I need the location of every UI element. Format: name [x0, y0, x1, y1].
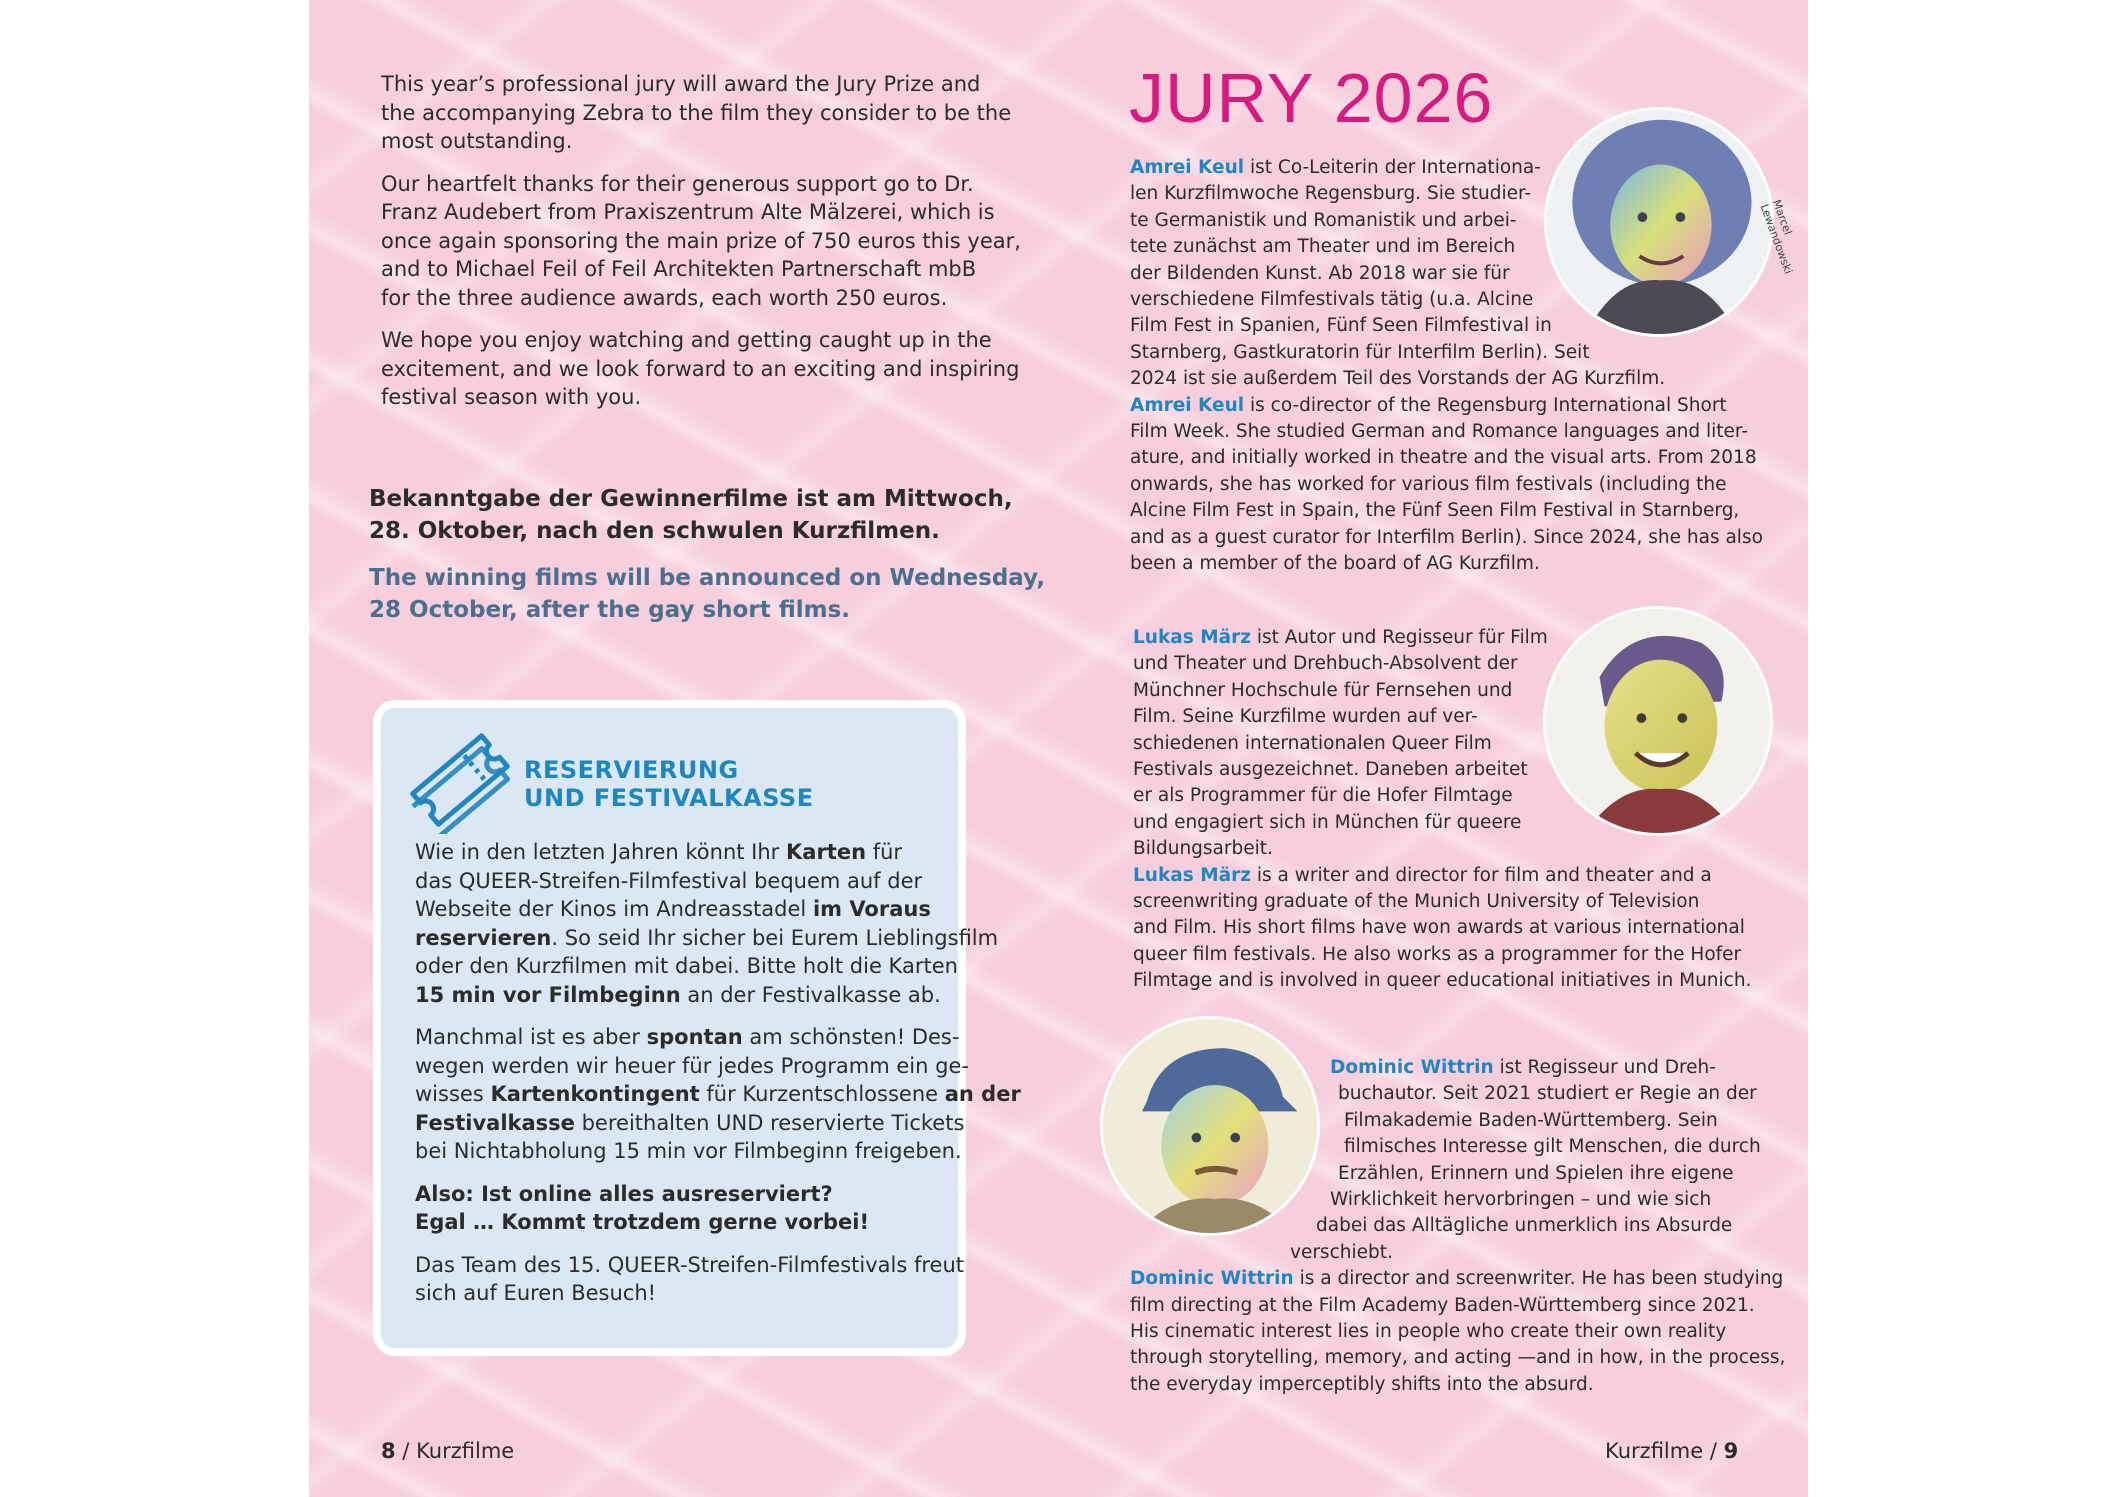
juror-name: Lukas März — [1133, 864, 1251, 886]
ticket-icon — [401, 726, 519, 834]
box-body — [415, 838, 1021, 1322]
reservation-info-box — [373, 700, 1021, 1356]
photo-credit: Marcel Lewandowski — [1757, 198, 1795, 276]
juror-bio-amrei-keul: Amrei Keul ist Co-Leiterin der Internationa- len Kurzfilmwoche Regensburg. Sie studier- te Germanistik und Romanistik und arbei- tete zunächst am Theater und im Bereich der Bildenden Kunst. Ab 2018 war sie für verschiedene Filmfestivals tätig (u.a. Alcine Film Fest in Spanien, Fünf Seen Filmfestival in Starnberg, Gastkuratorin für Interfilm Berlin). Seit 2024 ist sie außerdem Teil des Vorstands der AG Kurzfilm. Amrei Keul is co-director of the Regensburg International Short Film Week. She studied German and Romance languages and liter- ature, and initially worked in theatre and the visual arts. From 2018 onwards, she has worked for various film festivals (including the Alcine Film Fest in Spain, the Fünf Seen Film Festival in Starnberg, and as a guest curator for Interfilm Berlin). Since 2024, she has also been a member of the board of AG Kurzfilm. — [1130, 157, 1763, 575]
intro-text — [381, 70, 1021, 426]
box-title: RESERVIERUNG UND FESTIVALKASSE — [524, 756, 814, 812]
box-paragraph-3: Also: Ist online alles ausreserviert? Egal … Kommt trotzdem gerne vorbei! — [415, 1181, 870, 1234]
announcement-german: Bekanntgabe der Gewinnerfilme ist am Mittwoch, 28. Oktober, nach den schwulen Kurzfilmen. — [369, 486, 1013, 544]
page-title: JURY 2026 — [1129, 59, 1494, 137]
announcement-english: The winning films will be announced on Wednesday, 28 October, after the gay short films. — [369, 565, 1046, 623]
juror-name: Amrei Keul — [1130, 157, 1245, 178]
intro-paragraph-3: We hope you enjoy watching and getting caught up in the excitement, and we look forward to an exciting and inspiring festival season with you. — [381, 328, 1020, 409]
juror-name: Dominic Wittrin — [1330, 1057, 1494, 1078]
juror-bio-lukas-maerz: Lukas März ist Autor und Regisseur für Film und Theater und Drehbuch-Absolvent der Münchner Hochschule für Fernsehen und Film. Seine Kurzfilme wurden auf ver- schiedenen internationalen Queer Film Festivals ausgezeichnet. Daneben arbeitet er als Programmer für die Hofer Filmtage und engagiert sich in München für queere Bildungsarbeit. Lukas März is a writer and director for film and theater and a screenwriting graduate of the Munich University of Television and Film. His short films have won awards at various international queer film festivals. He also works as a programmer for the Hofer Filmtage and is involved in queer educational initiatives in Munich. — [1133, 627, 1752, 992]
intro-paragraph-1: This year’s professional jury will award the Jury Prize and the accompanying Zebra to the film they consider to be the most outstanding. — [381, 72, 1012, 153]
juror-bio-dominic-wittrin: Dominic Wittrin ist Regisseur und Dreh- buchautor. Seit 2021 studiert er Regie an der Filmakademie Baden-Württemberg. Sein filmisches Interesse gilt Menschen, die durch Erzählen, Erinnern und Spielen ihre eigene Wirklichkeit hervorbringen – und wie sich dabei das Alltägliche unmerklich ins Absurde verschiebt. Dominic Wittrin is a director and screenwriter. He has been studying film directing at the Film Academy Baden-Württemberg since 2021. His cinematic interest lies in people who create their own reality through storytelling, memory, and acting —and in how, in the process, the everyday imperceptibly shifts into the absurd. — [1130, 1057, 1786, 1395]
juror-name: Lukas März — [1133, 627, 1251, 648]
page-number-right: Kurzfilme / 9 — [1605, 1439, 1739, 1463]
booklet-spread — [309, 0, 1808, 1497]
juror-name: Dominic Wittrin — [1130, 1268, 1294, 1290]
page-number-left: 8 / Kurzfilme — [381, 1439, 515, 1463]
intro-paragraph-2: Our heartfelt thanks for their generous support go to Dr. Franz Audebert from Praxiszentrum Alte Mälzerei, which is once again sponsoring the main prize of 750 euros this year, and to Michael Feil of Feil Architekten Partnerschaft mbB for the three audience awards, each worth 250 euros. — [381, 171, 1021, 310]
box-paragraph-1: Wie in den letzten Jahren könnt Ihr Karten für das QUEER-Streifen-Filmfestival bequem auf der Webseite der Kinos im Andreasstadel im Voraus reservieren. So seid Ihr sicher bei Eurem Lieblingsfilm oder den Kurzfilmen mit dabei. Bitte holt die Karten 15 min vor Filmbeginn an der Festivalkasse ab. — [415, 840, 999, 1007]
box-paragraph-2: Manchmal ist es aber spontan am schönsten! Des- wegen werden wir heuer für jedes Programm ein ge- wisses Kartenkontingent für Kurzentschlossene an der Festivalkasse bereithalten UND reservierte Tickets bei Nichtabholung 15 min vor Filmbeginn freigeben. — [415, 1025, 1021, 1163]
juror-name: Amrei Keul — [1130, 394, 1245, 416]
box-paragraph-4: Das Team des 15. QUEER-Streifen-Filmfestivals freut sich auf Euren Besuch! — [415, 1252, 964, 1305]
